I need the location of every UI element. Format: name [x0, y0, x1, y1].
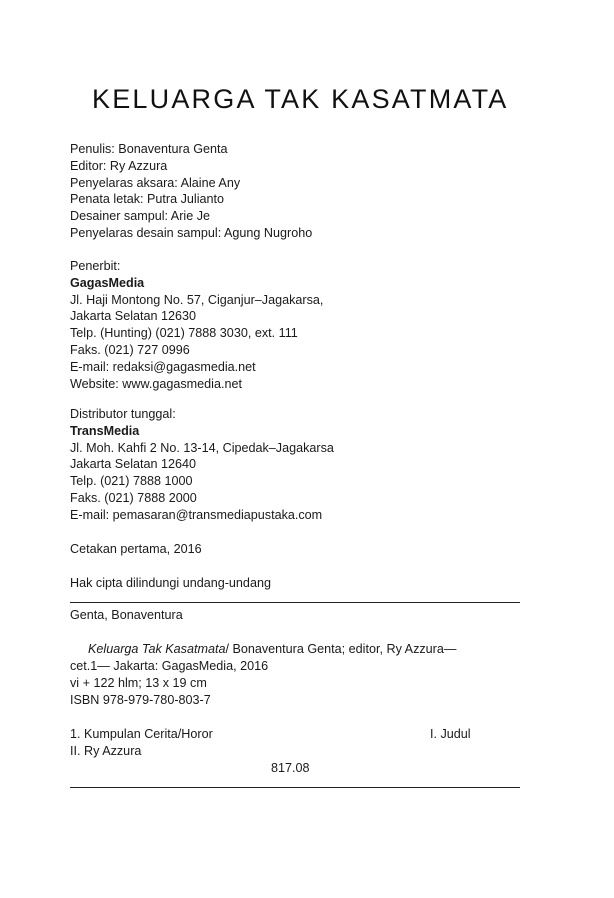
publisher-fax: Faks. (021) 727 0996 [70, 342, 190, 357]
publisher-name: GagasMedia [70, 275, 145, 290]
publisher-city: Jakarta Selatan 12630 [70, 309, 197, 324]
catalog-classification: 817.08 [271, 761, 310, 775]
catalog-title-italic: Keluarga Tak Kasatmata [88, 642, 226, 656]
catalog-subject-2: II. Ry Azzura [70, 744, 142, 758]
publisher-address: Jl. Haji Montong No. 57, Ciganjur–Jagakarsa, [70, 292, 324, 307]
catalog-subject-right: I. Judul [430, 727, 471, 741]
catalog-author-block [70, 607, 183, 624]
catalog-isbn: ISBN 978-979-780-803-7 [70, 692, 211, 707]
credit-cover-adjuster: Penyelaras desain sampul: Agung Nugroho [70, 225, 313, 240]
catalog-pages: vi + 122 hlm; 13 x 19 cm [70, 675, 207, 690]
publisher-phone: Telp. (Hunting) (021) 7888 3030, ext. 111 [70, 326, 298, 341]
distributor-label: Distributor tunggal: [70, 407, 176, 421]
publisher-label: Penerbit: [70, 259, 121, 273]
catalog-edition: cet.1— Jakarta: GagasMedia, 2016 [70, 659, 269, 673]
publisher-email: E-mail: redaksi@gagasmedia.net [70, 359, 256, 374]
copyright-block [70, 575, 271, 592]
distributor-address: Jl. Moh. Kahfi 2 No. 13-14, Cipedak–Jagakarsa [70, 440, 334, 455]
credit-layout: Penata letak: Putra Julianto [70, 192, 225, 207]
distributor-fax: Faks. (021) 7888 2000 [70, 490, 197, 505]
catalog-bottom-rule [70, 787, 520, 788]
catalog-title-line [88, 641, 456, 658]
catalog-subject: 1. Kumpulan Cerita/Horor [70, 727, 213, 741]
credit-editor: Editor: Ry Azzura [70, 158, 168, 173]
distributor-name: TransMedia [70, 423, 140, 438]
copyright-text: Hak cipta dilindungi undang-undang [70, 576, 271, 590]
distributor-phone: Telp. (021) 7888 1000 [70, 474, 193, 489]
catalog-title-rest: / Bonaventura Genta; editor, Ry Azzura— [225, 642, 457, 656]
edition-text: Cetakan pertama, 2016 [70, 542, 202, 556]
publisher-block [70, 258, 323, 392]
credit-proofreader: Penyelaras aksara: Alaine Any [70, 175, 241, 190]
distributor-city: Jakarta Selatan 12640 [70, 457, 197, 472]
publisher-website: Website: www.gagasmedia.net [70, 376, 242, 391]
distributor-email: E-mail: pemasaran@transmediapustaka.com [70, 507, 323, 522]
edition-block [70, 541, 202, 558]
catalog-top-rule [70, 602, 520, 603]
book-title: KELUARGA TAK KASATMATA [92, 84, 509, 114]
credit-cover-designer: Desainer sampul: Arie Je [70, 209, 210, 224]
catalog-details-block [70, 658, 268, 708]
credits-block [70, 141, 312, 242]
catalog-author: Genta, Bonaventura [70, 608, 183, 622]
credit-writer: Penulis: Bonaventura Genta [70, 142, 228, 156]
distributor-block [70, 406, 334, 524]
